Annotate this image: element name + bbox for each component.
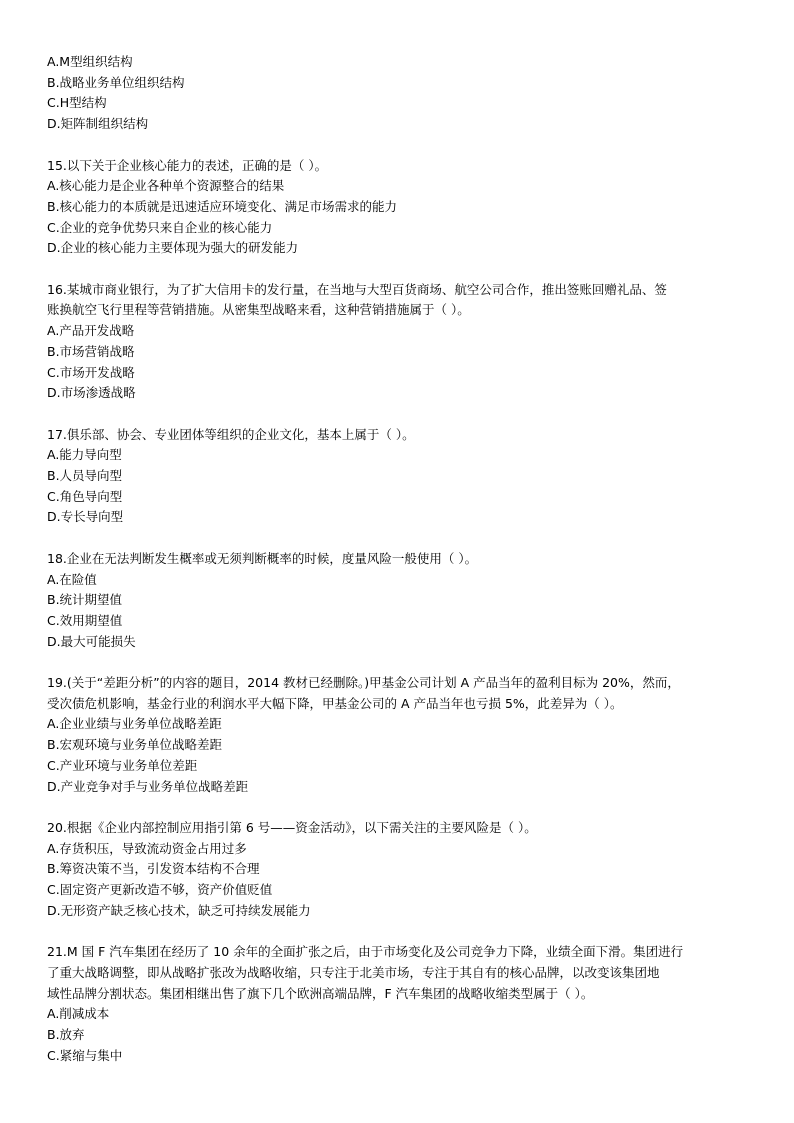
answer-option: C.效用期望值 — [47, 612, 123, 628]
answer-option: C.市场开发战略 — [47, 364, 135, 380]
question-stem: 域性品牌分割状态。集团相继出售了旗下几个欧洲高端品牌，F 汽车集团的战略收缩类型属于（ ）。 — [47, 985, 594, 1001]
question-stem: 20.根据《企业内部控制应用指引第 6 号——资金活动》，以下需关注的主要风险是（ ）。 — [47, 819, 537, 835]
question-stem: 21.M 国 F 汽车集团在经历了 10 余年的全面扩张之后，由于市场变化及公司竞争力下降，业绩全面下滑。集团进行 — [47, 944, 684, 960]
answer-option: D.矩阵制组织结构 — [47, 116, 149, 132]
question-block — [47, 549, 757, 653]
answer-option: A.能力导向型 — [47, 447, 122, 463]
answer-option: B.宏观环境与业务单位战略差距 — [47, 737, 223, 753]
answer-option: A.在险值 — [47, 571, 97, 587]
question-block — [47, 280, 757, 404]
question-stem: 受次债危机影响，基金行业的利润水平大幅下降，甲基金公司的 A 产品当年也亏损 5%，此差异为（ ）。 — [47, 695, 623, 711]
answer-option: C.H型结构 — [47, 95, 107, 111]
answer-option: A.削减成本 — [47, 1006, 110, 1022]
answer-option: A.M型组织结构 — [47, 54, 133, 69]
answer-option: A.企业业绩与业务单位战略差距 — [47, 716, 222, 732]
answer-option: D.无形资产缺乏核心技术，缺乏可持续发展能力 — [47, 902, 311, 918]
question-block — [47, 942, 757, 1066]
answer-option: C.紧缩与集中 — [47, 1047, 123, 1063]
exam-document — [47, 52, 757, 1087]
question-stem: 15.以下关于企业核心能力的表述，正确的是（ ）。 — [47, 157, 328, 173]
question-block — [47, 673, 757, 797]
question-block — [47, 818, 757, 922]
answer-option: A.产品开发战略 — [47, 323, 135, 339]
question-block — [47, 425, 757, 529]
question-stem: 18.企业在无法判断发生概率或无须判断概率的时候，度量风险一般使用（ ）。 — [47, 550, 478, 566]
question-block — [47, 52, 757, 135]
question-block — [47, 156, 757, 260]
answer-option: D.最大可能损失 — [47, 633, 136, 649]
answer-option: B.核心能力的本质就是迅速适应环境变化、满足市场需求的能力 — [47, 198, 398, 214]
answer-option: C.企业的竞争优势只来自企业的核心能力 — [47, 219, 273, 235]
answer-option: D.专长导向型 — [47, 509, 124, 525]
answer-option: A.核心能力是企业各种单个资源整合的结果 — [47, 178, 285, 194]
answer-option: B.战略业务单位组织结构 — [47, 74, 185, 90]
question-stem: 账换航空飞行里程等营销措施。从密集型战略来看，这种营销措施属于（ ）。 — [47, 302, 470, 318]
answer-option: C.产业环境与业务单位差距 — [47, 757, 198, 773]
answer-option: D.产业竞争对手与业务单位战略差距 — [47, 778, 249, 794]
answer-option: D.市场渗透战略 — [47, 385, 136, 401]
answer-option: B.筹资决策不当，引发资本结构不合理 — [47, 861, 260, 877]
answer-option: C.固定资产更新改造不够，资产价值贬值 — [47, 882, 273, 898]
answer-option: A.存货积压，导致流动资金占用过多 — [47, 840, 247, 856]
answer-option: B.放弃 — [47, 1026, 85, 1042]
answer-option: B.统计期望值 — [47, 592, 123, 608]
question-stem: 了重大战略调整，即从战略扩张改为战略收缩，只专注于北美市场，专注于其自有的核心品牌，以改变该集团地 — [47, 964, 660, 980]
answer-option: D.企业的核心能力主要体现为强大的研发能力 — [47, 240, 299, 256]
question-stem: 17.俱乐部、协会、专业团体等组织的企业文化，基本上属于（ ）。 — [47, 426, 415, 442]
question-stem: 16.某城市商业银行，为了扩大信用卡的发行量，在当地与大型百货商场、航空公司合作，推出签账回赠礼品、签 — [47, 281, 667, 297]
answer-option: C.角色导向型 — [47, 488, 123, 504]
question-stem: 19.(关于“差距分析”的内容的题目，2014 教材已经删除。)甲基金公司计划 A 产品当年的盈利目标为 20%，然而， — [47, 675, 680, 691]
answer-option: B.市场营销战略 — [47, 343, 135, 359]
answer-option: B.人员导向型 — [47, 468, 123, 484]
